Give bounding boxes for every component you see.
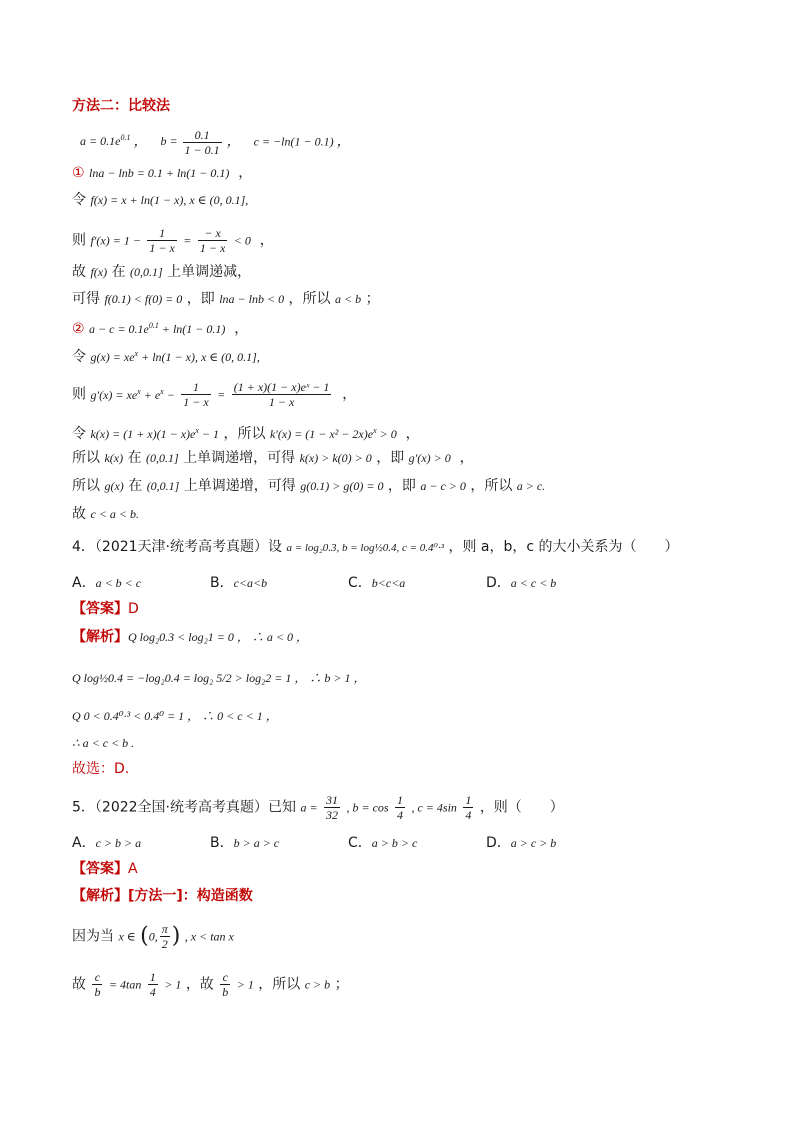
q4-answer: 【答案】D [72, 601, 139, 617]
q4-analysis-line1: 【解析】Q log₂0.3 < log₂1 = 0 ， ∴ a < 0 ， [72, 629, 308, 645]
g-definition-line: 令 $g(x) = xe^x + \ln(1 - x)$, x ∈ (0, 0.1], [72, 349, 260, 365]
f-decreasing-line: 故 f(x) 在 (0,0.1] 上单调递减， [72, 264, 252, 280]
q5-answer: 【答案】A [72, 861, 138, 877]
q4-option-c[interactable]: C．b<c<a [348, 575, 406, 591]
method2-heading: 方法二：比较法 [72, 98, 170, 114]
q4-option-a[interactable]: A．a < b < c [72, 575, 142, 591]
k-increasing-line: 所以 k(x) 在 (0,0.1] 上单调递增，可得 k(x) > k(0) > 0 ，即 g′(x) > 0 ， [72, 450, 474, 466]
b-definition: b = $\frac{0.1}{1 - 0.1}$ [160, 128, 220, 157]
q5-stem: 5．（2022全国·统考高考真题）已知 a = $\frac{31}{32}$ , b = cos $\frac{1}{4}$ , c = 4sin $\frac{1}{4}$ ，则（ ） [72, 793, 564, 822]
q5-option-c[interactable]: C．a > b > c [348, 835, 418, 851]
q4-analysis-line3: Q 0 < 0.4⁰·³ < 0.4⁰ = 1 ， ∴ 0 < c < 1 ， [72, 709, 278, 723]
q5-option-a[interactable]: A．c > b > a [72, 835, 142, 851]
g-derivative-line: 则 $g'(x) = xe^x + e^x$ − $\frac{1}{1 - x}$ = $\frac{\text{(1 + x)(1 − x)eˣ − 1}}{1 - x}$ ， [72, 380, 357, 409]
q4-option-b[interactable]: B．c<a<b [210, 575, 268, 591]
q5-analysis-heading: 【解析】[方法一]：构造函数 [72, 888, 253, 904]
q5-because-line: 因为当 x ∈ (0, $\frac{\pi}{2}$ ) , x < tan x [72, 922, 234, 951]
q4-analysis-line4: ∴ a < c < b . [72, 736, 135, 750]
f-definition-line: 令 f(x) = x + ln(1 − x), x ∈ (0, 0.1], [72, 192, 249, 208]
q4-analysis-line2: Q log½0.4 = −log₂0.4 = log₂ 5/2 > log₂2 = 1 ， ∴ b > 1 ， [72, 671, 366, 685]
step1-line: ① lna − lnb = 0.1 + ln(1 − 0.1) ， [72, 165, 253, 181]
q4-stem: 4．（2021天津·统考高考真题）设 a = log₂0.3, b = log½0.4, c = 0.4⁰·³ ，则 a，b，c 的大小关系为（ ） [72, 539, 679, 555]
definitions-line: $a = 0.1e^{0.1}$ ， b = $\frac{0.1}{1 - 0.1}$ ， c = −ln(1 − 0.1) ， [80, 128, 351, 157]
k-definition-line: 令 $k(x) = (1 + x)(1 - x)e^x - 1$ ，所以 $k'(x) = (1 - x^2 - 2x)e^x > 0$ ， [72, 426, 420, 442]
q5-option-b[interactable]: B．b > a > c [210, 835, 280, 851]
c-definition: c = −ln(1 − 0.1) [253, 134, 334, 149]
a-lt-b-line: 可得 f(0.1) < f(0) = 0 ，即 lna − lnb < 0 ，所以 a < b ； [72, 291, 380, 307]
g-increasing-line: 所以 g(x) 在 (0,0.1] 上单调递增，可得 g(0.1) > g(0) = 0 ，即 a − c > 0 ，所以 a > c. [72, 478, 546, 494]
f-derivative-line: 则 f′(x) = 1 − $\frac{1}{1 - x}$ = $\frac{- x}{1 - x}$ < 0 ， [72, 226, 274, 255]
q4-conclusion: 故选：D. [72, 761, 130, 777]
a-definition: $a = 0.1e^{0.1}$ [80, 133, 131, 149]
conclusion-line: 故 c < a < b. [72, 506, 139, 522]
q5-option-d[interactable]: D．a > c > b [486, 835, 557, 851]
q5-so-line: 故 $\frac{c}{b}$ = 4tan $\frac{1}{4}$ > 1 ，故 $\frac{c}{b}$ > 1 ，所以 c > b ； [72, 970, 349, 999]
step2-line: ② $a - c = 0.1e^{0.1} + \ln(1 - 0.1)$ ， [72, 321, 249, 337]
q4-option-d[interactable]: D．a < c < b [486, 575, 557, 591]
